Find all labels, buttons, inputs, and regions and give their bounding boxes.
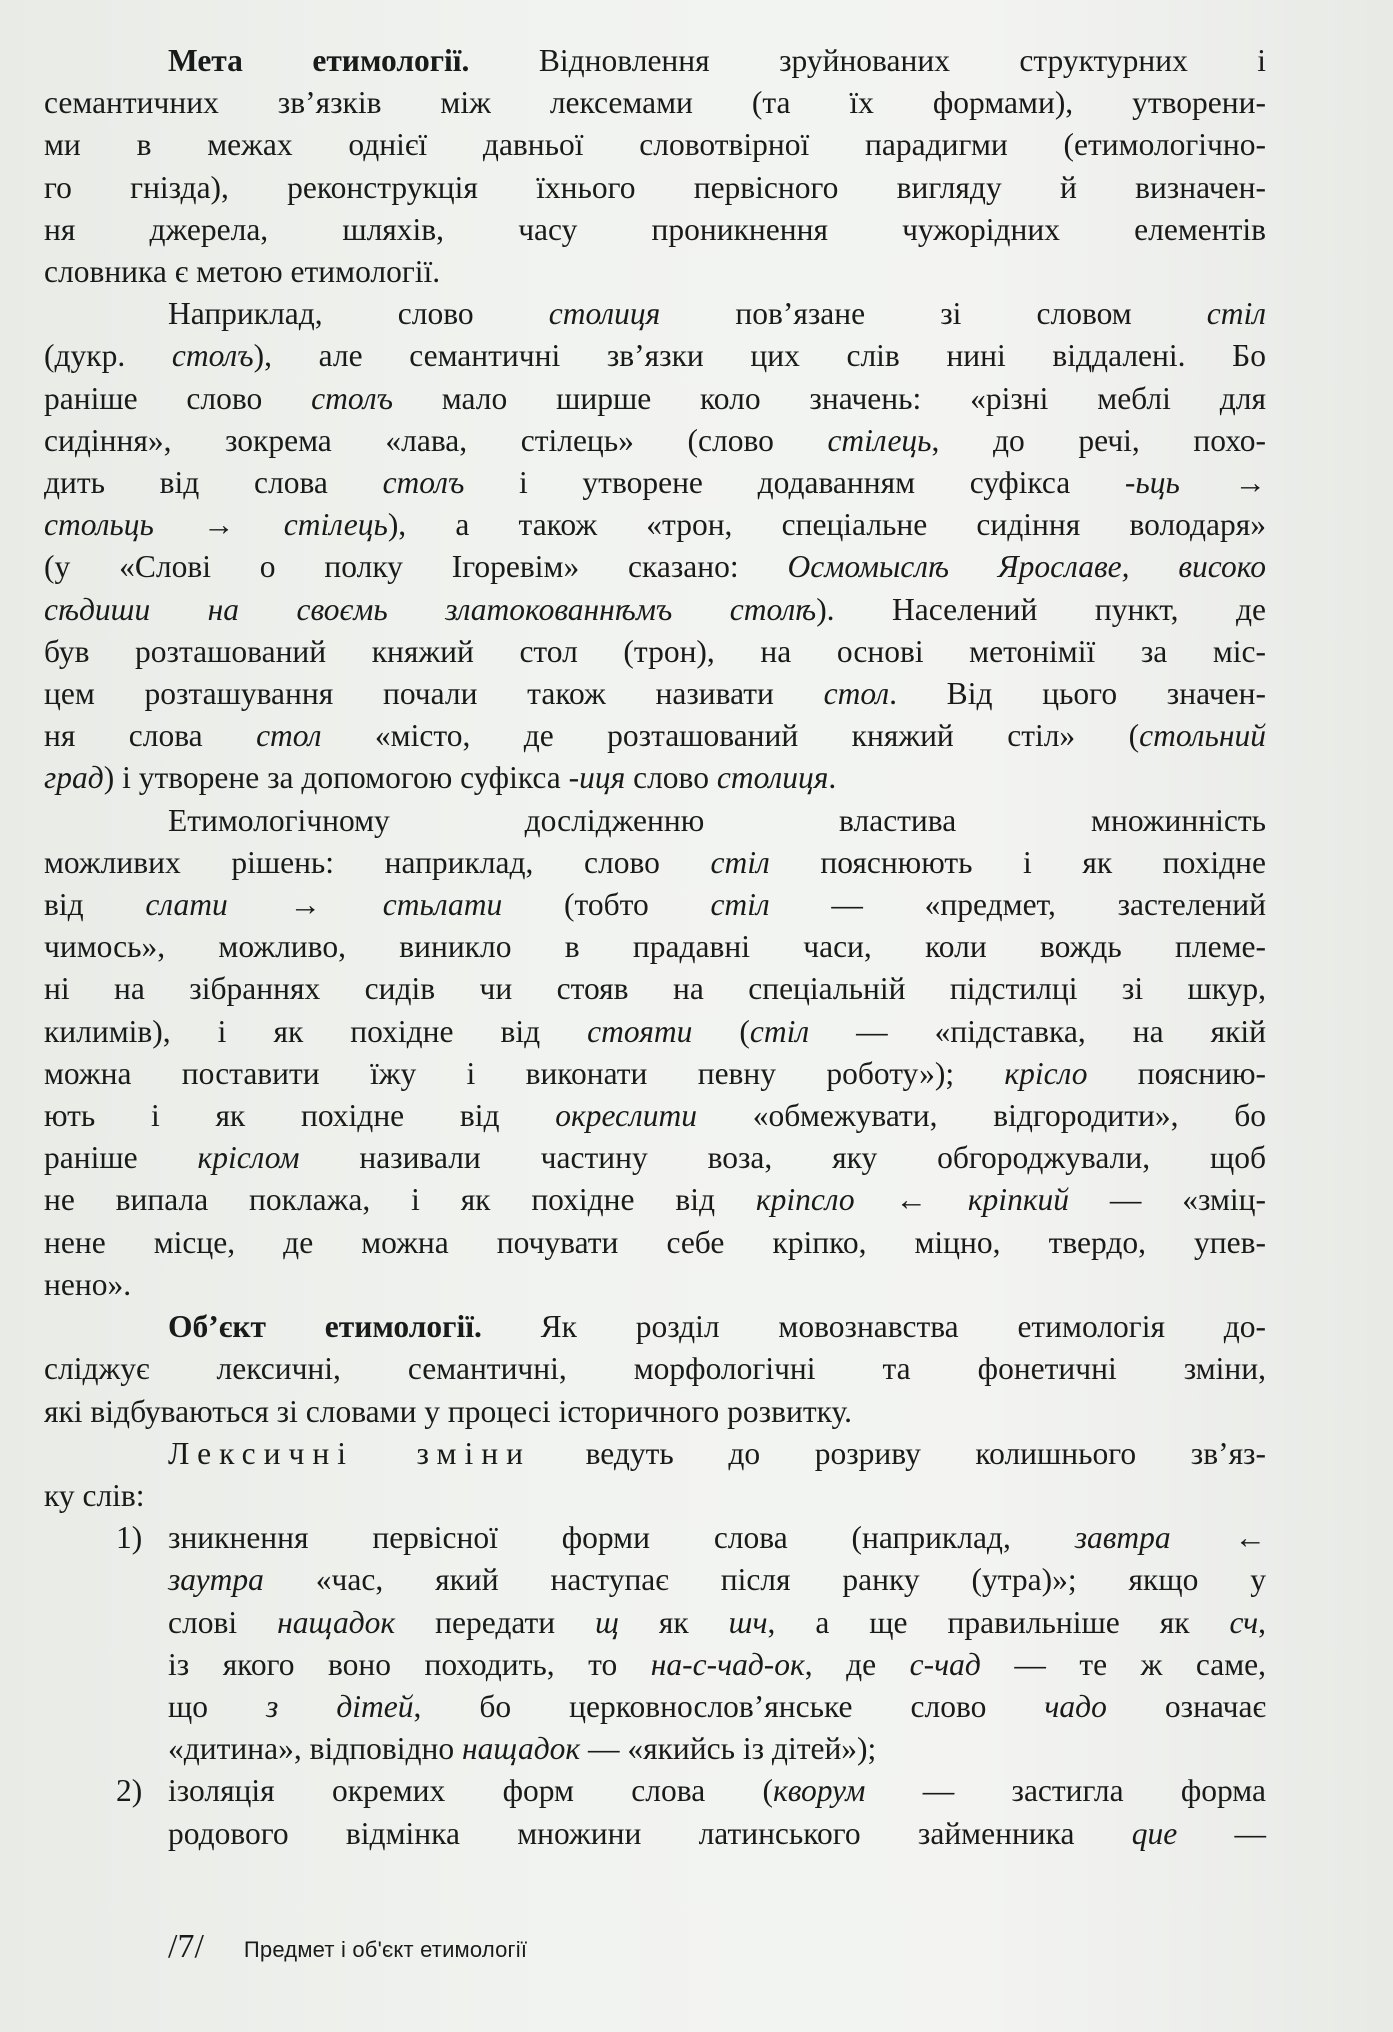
text-line: від слати → стьлати (тобто стіл — «предмет, застелений [44, 887, 1267, 923]
text-line: Об’єкт етимології. Як розділ мовознавства етимологія до- [168, 1309, 1266, 1345]
text-line: ють і як похідне від окреслити «обмежувати, відгородити», бо [44, 1098, 1266, 1134]
text-line: семантичних зв’язків між лексемами (та їх формами), утворени- [44, 85, 1266, 121]
text-line: дить від слова столъ і утворене додаванням суфікса -ьць → [44, 465, 1266, 501]
text-line: словника є метою етимології. [44, 254, 441, 290]
text-line: град) і утворене за допомогою суфікса -иця слово столиця. [44, 760, 837, 796]
text-line: ня слова стол «місто, де розташований княжий стіл» (стольний [44, 718, 1266, 754]
text-line: ні на зібраннях сидів чи стояв на спеціальній підстилці зі шкур, [44, 971, 1266, 1007]
spaced-term: Лексичні зміни [168, 1435, 531, 1471]
text-line: (у «Слові о полку Ігоревім» сказано: Осмомыслѣ Ярославе, високо [44, 549, 1266, 585]
text-line: був розташований княжий стол (трон), на основі метонімії за міс- [44, 633, 1266, 669]
numbered-list [44, 1517, 1266, 1855]
text-line: можливих рішень: наприклад, слово стіл пояснюють і як похідне [44, 844, 1266, 880]
page-body [44, 40, 1266, 1855]
text-line: із якого воно походить, то на-с-чад-ок, де с-чад — те ж саме, [168, 1646, 1267, 1682]
text-line: зникнення первісної форми слова (наприклад, завтра ← [168, 1520, 1266, 1556]
section-heading: Мета етимології. [168, 43, 470, 78]
text-line: (дукр. столъ), але семантичні зв’язки цих слів нині віддалені. Бо [44, 338, 1266, 374]
text-line: Наприклад, слово столиця пов’язане зі словом стіл [168, 296, 1267, 332]
text-line: го гнізда), реконструкція їхнього первісного вигляду й визначен- [44, 169, 1266, 205]
page-number: /7/ [168, 1928, 204, 1965]
text-line: раніше слово столъ мало ширше коло значень: «різні меблі для [44, 380, 1266, 416]
section-heading: Об’єкт етимології. [168, 1309, 482, 1345]
text-line: які відбуваються зі словами у процесі історичного розвитку. [44, 1393, 852, 1429]
text-line: нене місце, де можна почувати себе кріпко, міцно, твердо, упев- [44, 1224, 1266, 1260]
text-line: сидіння», зокрема «лава, стілець» (слово стілець, до речі, похо- [44, 422, 1266, 458]
text-line: сліджує лексичні, семантичні, морфологічні та фонетичні зміни, [44, 1351, 1266, 1387]
text-line: можна поставити їжу і виконати певну роботу»); крісло пояснию- [44, 1055, 1266, 1091]
list-item [44, 1517, 1266, 1770]
list-number: 2) [116, 1773, 143, 1809]
text-line: цем розташування почали також називати стол. Від цього значен- [44, 676, 1266, 712]
text-line: стольць → стілець), а також «трон, спеціальне сидіння володаря» [44, 507, 1266, 543]
text-line: Лексичні зміни ведуть до розриву колишнього зв’яз- [168, 1435, 1266, 1471]
text-line: Мета етимології. Відновлення зруйнованих структурних і [168, 43, 1267, 78]
text-line: нено». [44, 1266, 132, 1302]
text-line: килимів), і як похідне від стояти (стіл — «підставка, на якій [44, 1013, 1266, 1049]
text-line: раніше кріслом називали частину воза, яку обгороджували, щоб [44, 1140, 1266, 1176]
text-line: родового відмінка множини латинського займенника que — [168, 1815, 1267, 1851]
text-line: ку слів: [44, 1477, 145, 1513]
list-item [44, 1770, 1266, 1854]
text-line: що з дітей, бо церковнослов’янське слово чадо означає [168, 1688, 1266, 1724]
text-line: ня джерела, шляхів, часу проникнення чужорідних елементів [44, 211, 1266, 247]
text-line: сѣдиши на своємь златокованнѣмъ столѣ). Населений пункт, де [44, 591, 1266, 627]
running-title: Предмет і об'єкт етимології [243, 1937, 528, 1962]
text-line: ізоляція окремих форм слова (кворум — застигла форма [168, 1773, 1266, 1809]
text-line: слові нащадок передати щ як шч, а ще правильніше як сч, [168, 1604, 1266, 1640]
text-line: заутра «час, який наступає після ранку (утра)»; якщо у [168, 1562, 1266, 1598]
text-line: не випала поклажа, і як похідне від кріпсло ← кріпкий — «зміц- [44, 1182, 1267, 1218]
page-footer [168, 1928, 527, 1966]
text-line: Етимологічному дослідженню властива множинність [168, 802, 1266, 838]
list-number: 1) [116, 1520, 143, 1556]
text-line: ми в межах однієї давньої словотвірної парадигми (етимологічно- [44, 127, 1266, 163]
text-line: чимось», можливо, виникло в прадавні часи, коли вождь племе- [44, 929, 1266, 965]
text-line: «дитина», відповідно нащадок — «якийсь із дітей»); [168, 1731, 877, 1767]
